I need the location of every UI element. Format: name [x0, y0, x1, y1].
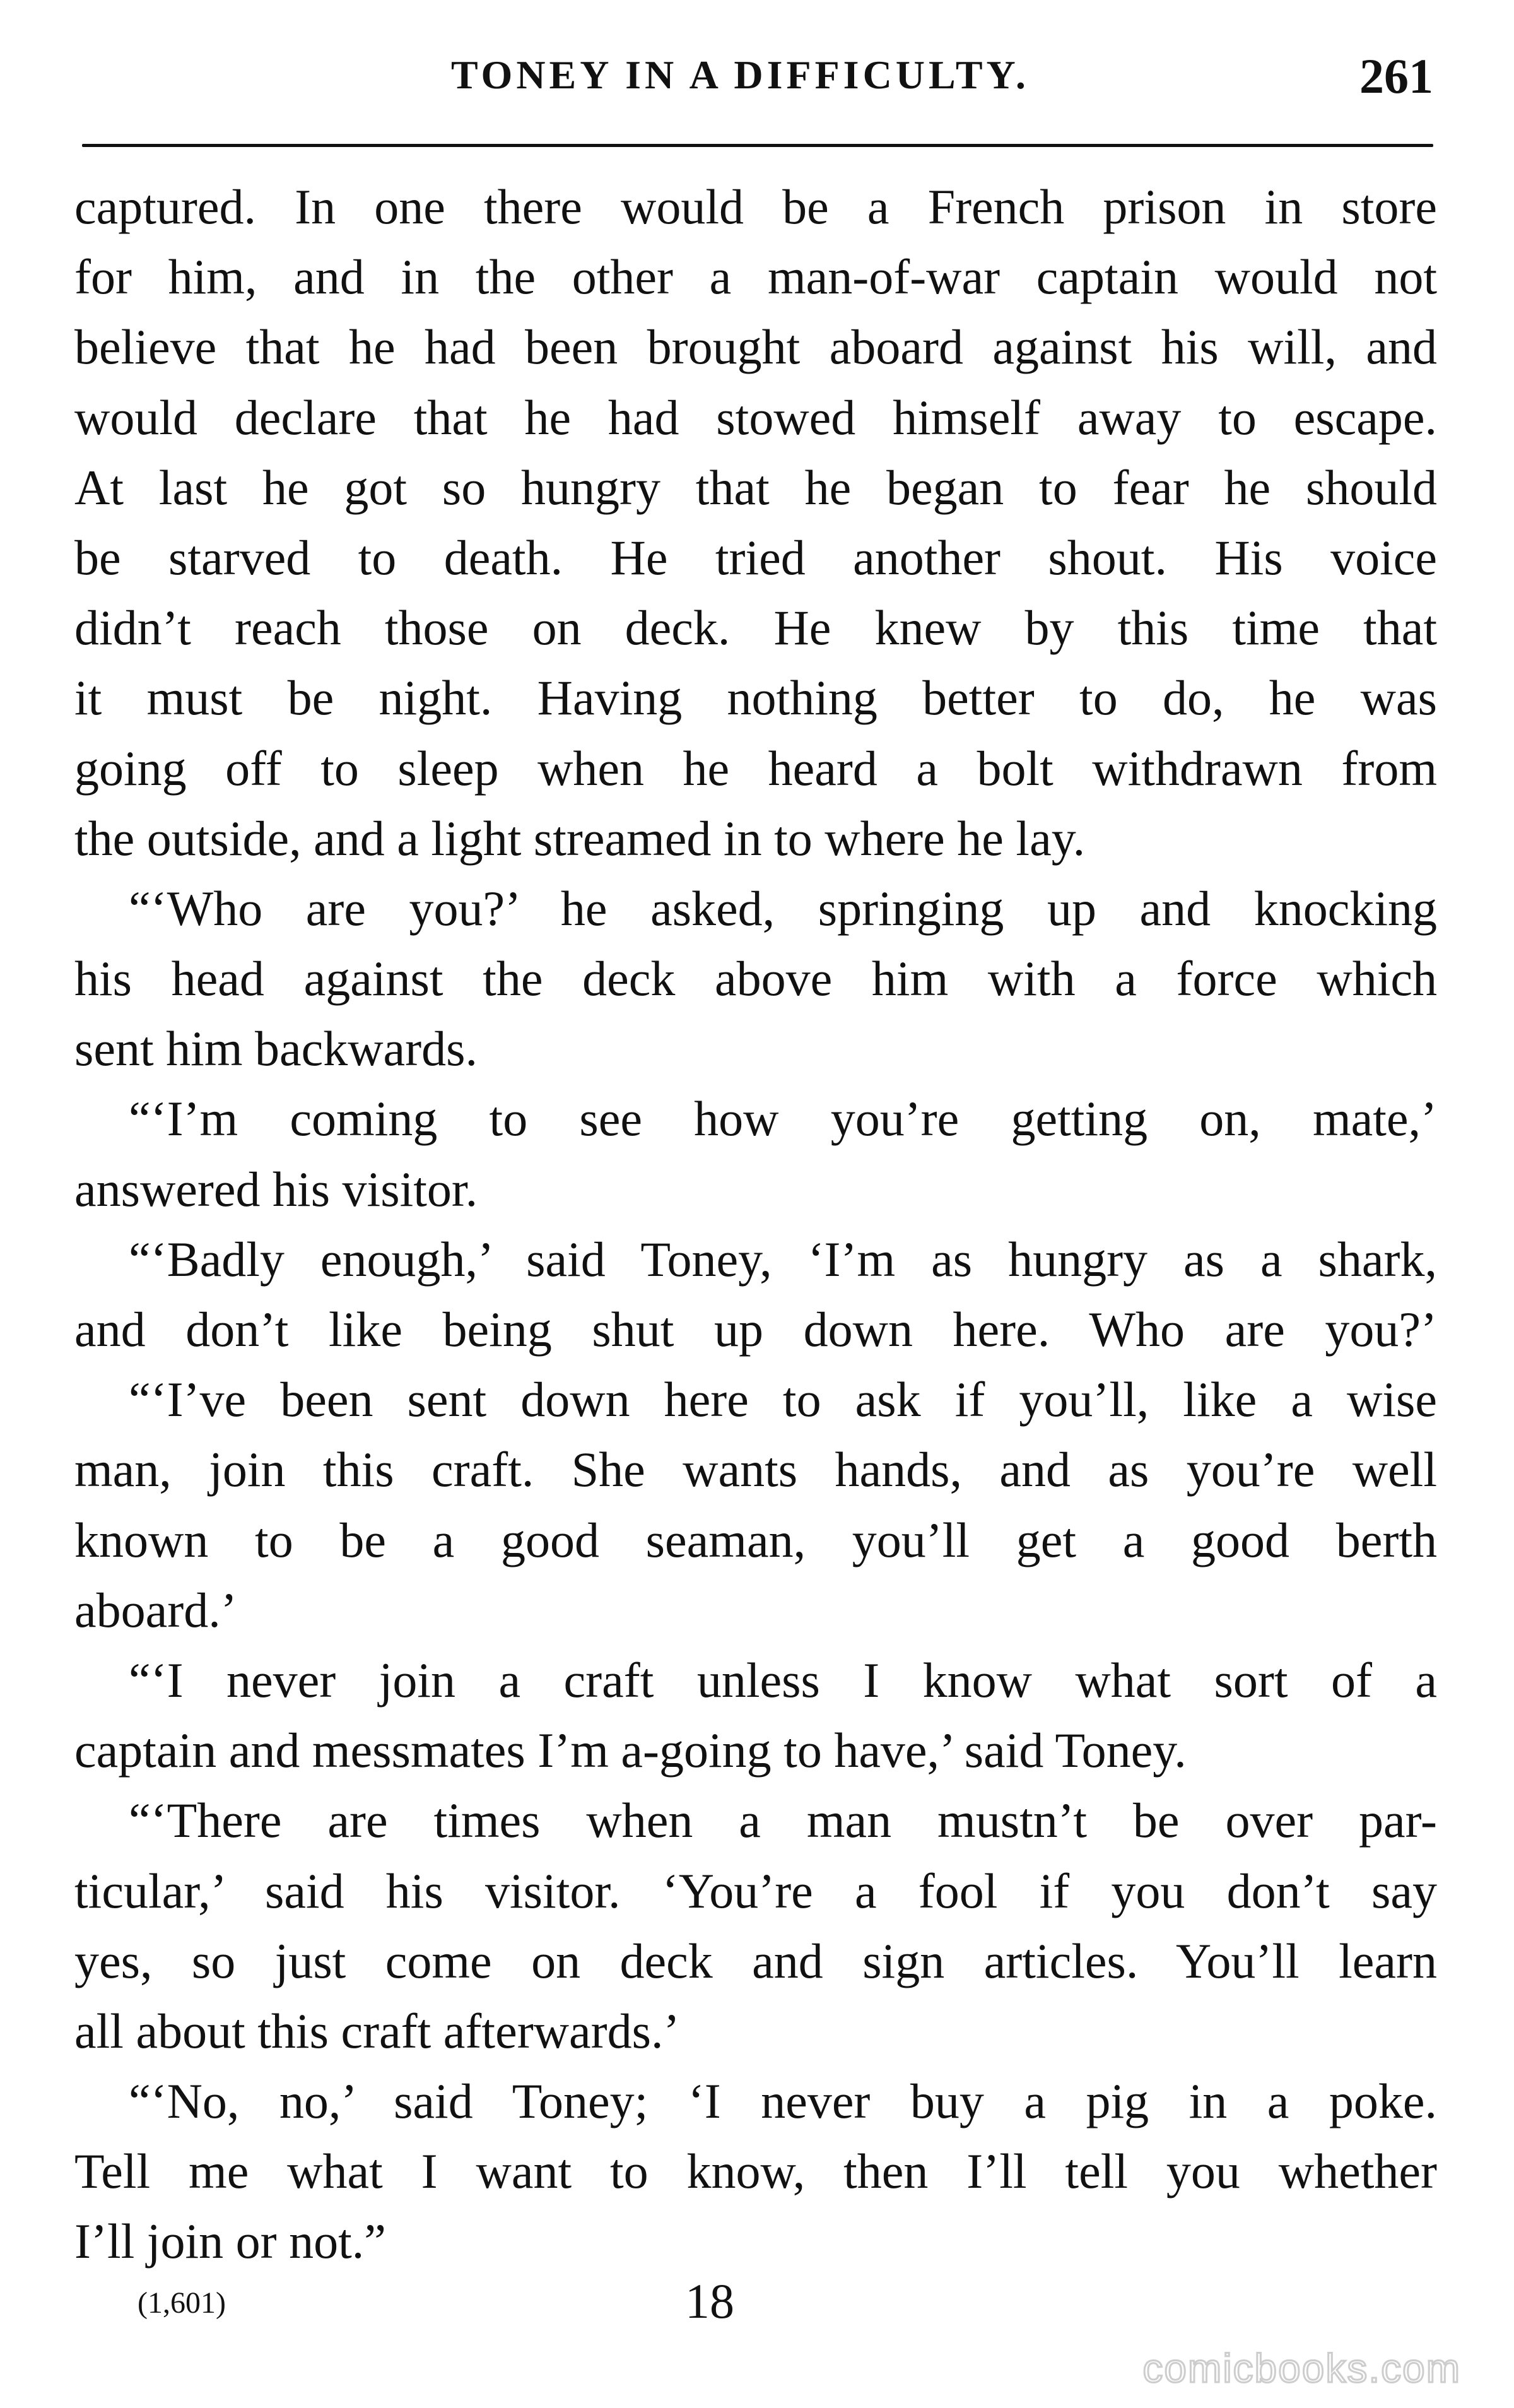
- page-number: 261: [1359, 49, 1433, 103]
- watermark: comicbooks.com: [1142, 2346, 1461, 2391]
- text-line: “‘Who are you?’ he asked, springing up and knocking: [129, 880, 1437, 936]
- text-line: be starved to death. He tried another shout. His voice: [74, 529, 1437, 585]
- text-line: “‘No, no,’ said Toney; ‘I never buy a pig in a poke.: [129, 2074, 1437, 2129]
- text-line: aboard.’: [74, 1582, 237, 1638]
- text-line: would declare that he had stowed himself away to escape.: [74, 389, 1437, 445]
- text-line: the outside, and a light streamed in to where he lay.: [74, 810, 1086, 866]
- text-line: “‘There are times when a man mustn’t be over par-: [129, 1793, 1437, 1848]
- folio-mark: 18: [685, 2274, 734, 2328]
- text-line: for him, and in the other a man-of-war captain would not: [74, 249, 1437, 305]
- body-text: [74, 172, 1437, 2277]
- running-title: TONEY IN A DIFFICULTY.: [451, 52, 1030, 97]
- text-line: and don’t like being shut up down here. Who are you?’: [74, 1302, 1437, 1357]
- text-line: didn’t reach those on deck. He knew by this time that: [74, 600, 1437, 656]
- text-line: man, join this craft. She wants hands, and as you’re well: [74, 1442, 1437, 1497]
- page-header: [0, 49, 1514, 127]
- text-line: answered his visitor.: [74, 1161, 478, 1217]
- text-line: “‘I’m coming to see how you’re getting on, mate,’: [129, 1091, 1437, 1147]
- text-line: captured. In one there would be a French prison in store: [74, 179, 1437, 234]
- text-line: sent him backwards.: [74, 1021, 478, 1077]
- text-line: At last he got so hungry that he began to fear he should: [74, 459, 1437, 515]
- text-line: known to be a good seaman, you’ll get a good berth: [74, 1512, 1437, 1567]
- text-line: believe that he had been brought aboard against his will, and: [74, 319, 1437, 375]
- text-line: “‘I never join a craft unless I know what sort of a: [129, 1652, 1437, 1708]
- text-line: his head against the deck above him with a force which: [74, 951, 1437, 1006]
- text-line: “‘Badly enough,’ said Toney, ‘I’m as hungry as a shark,: [129, 1231, 1437, 1287]
- text-line: captain and messmates I’m a-going to have,’ said Toney.: [74, 1723, 1187, 1778]
- header-rule: [82, 144, 1433, 147]
- text-line: I’ll join or not.”: [74, 2214, 386, 2269]
- text-line: ticular,’ said his visitor. ‘You’re a fool if you don’t say: [74, 1863, 1437, 1918]
- page-footer: [0, 2246, 1514, 2391]
- text-line: “‘I’ve been sent down here to ask if you’ll, like a wise: [129, 1372, 1437, 1427]
- text-line: yes, so just come on deck and sign articles. You’ll learn: [74, 1933, 1437, 1988]
- signature-mark: (1,601): [138, 2286, 226, 2320]
- text-line: going off to sleep when he heard a bolt withdrawn from: [74, 740, 1437, 796]
- text-line: all about this craft afterwards.’: [74, 2003, 680, 2058]
- text-line: it must be night. Having nothing better to do, he was: [74, 670, 1437, 726]
- text-line: Tell me what I want to know, then I’ll tell you whether: [74, 2144, 1437, 2199]
